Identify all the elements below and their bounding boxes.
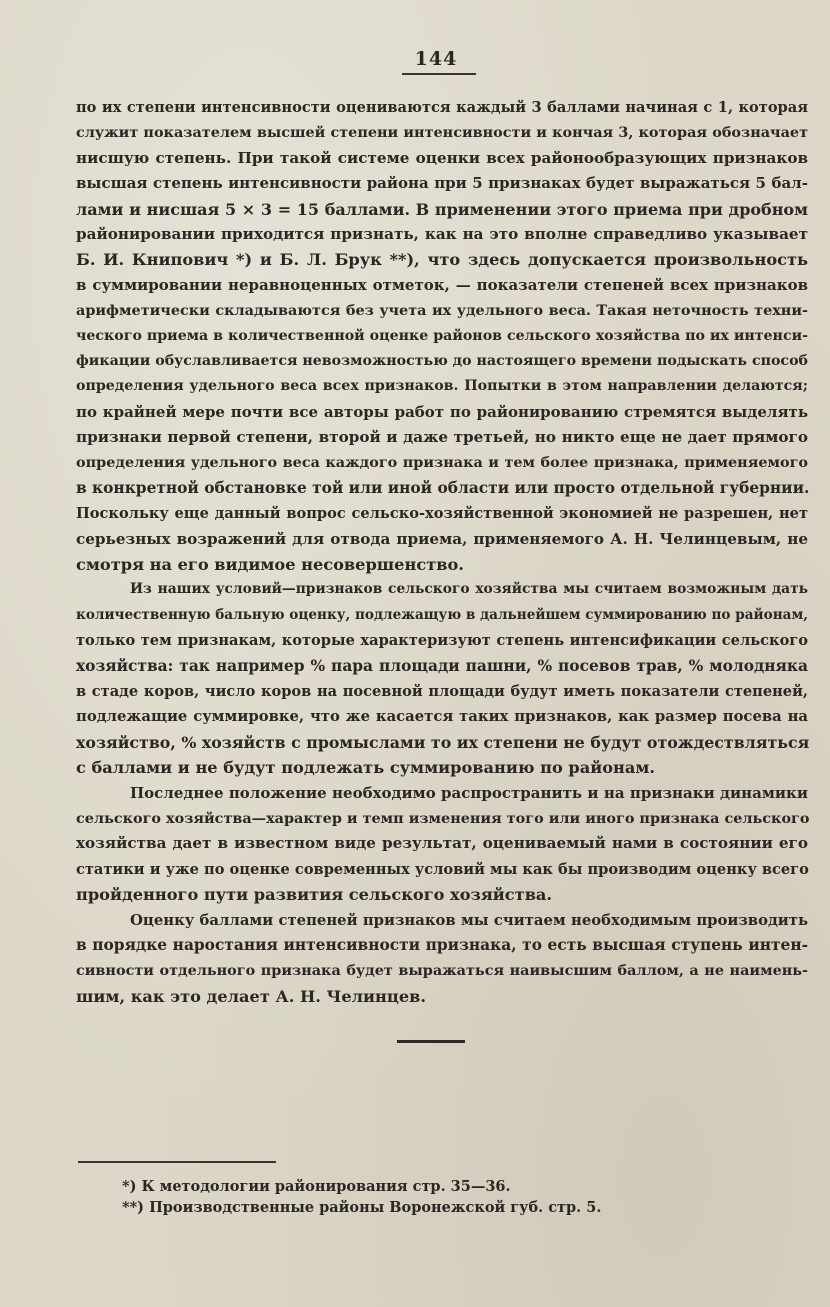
text-line: шим, как это делает А. Н. Челинцев.	[76, 986, 427, 1006]
text-line: по крайней мере почти все авторы работ по районированию стремятся выделять	[76, 402, 808, 421]
text-line: Б. И. Книпович *) и Б. Л. Брук **), что здесь допускается произвольность	[76, 250, 808, 270]
paragraph-2	[76, 577, 808, 780]
text-line: по их степени интенсивности оцениваются каждый 3 баллами начиная с 1, которая	[76, 99, 808, 116]
text-line: определения удельного веса всех признаков. Попытки в этом направлении делаются;	[76, 378, 808, 395]
paragraph-4	[76, 908, 808, 1010]
text-line: высшая степень интенсивности района при 5 признаках будет выражаться 5 бал-	[76, 174, 808, 193]
text-line: хозяйство, % хозяйств с промыслами то их степени не будут отождествляться	[76, 732, 810, 752]
text-line: с баллами и не будут подлежать суммированию по районам.	[76, 758, 656, 778]
text-line: ческого приема в количественной оценке районов сельского хозяйства по их интенси-	[76, 327, 808, 344]
text-line: серьезных возражений для отвода приема, применяемого А. Н. Челинцевым, не	[76, 529, 808, 548]
text-line: Последнее положение необходимо распространить и на признаки динамики	[130, 783, 808, 802]
text-line: количественную бальную оценку, подлежащую в дальнейшем суммированию по районам,	[76, 606, 808, 623]
text-line: смотря на его видимое несовершенство.	[76, 555, 464, 575]
footnote-1: *) К методологии районирования стр. 35—36.	[122, 1178, 511, 1195]
text-line: подлежащие суммировке, что же касается таких признаков, как размер посева на	[76, 708, 808, 726]
text-line: только тем признакам, которые характеризуют степень интенсификации сельского	[76, 632, 808, 650]
text-line: признаки первой степени, второй и даже третьей, но никто еще не дает прямого	[76, 428, 808, 447]
page-number-rule	[402, 73, 476, 75]
text-line: хозяйства дает в известном виде результат, оцениваемый нами в состоянии его	[76, 834, 808, 853]
paragraph-1	[76, 95, 808, 577]
text-line: Поскольку еще данный вопрос сельско-хозяйственной экономией не разрешен, нет	[76, 505, 808, 523]
footnotes	[122, 1176, 722, 1218]
footnote-separator	[78, 1161, 276, 1163]
section-end-rule	[397, 1040, 465, 1043]
text-line: в стаде коров, число коров на посевной площади будут иметь показатели степеней,	[76, 682, 808, 700]
text-line: фикации обуславливается невозможностью до настоящего времени подыскать способ	[76, 352, 808, 369]
text-line: хозяйства: так например % пара площади пашни, % посевов трав, % молодняка	[76, 656, 808, 675]
text-line: определения удельного веса каждого признака и тем более признака, применяемого	[76, 454, 808, 472]
text-line: Из наших условий—признаков сельского хозяйства мы считаем возможным дать	[130, 581, 808, 598]
text-line: пройденного пути развития сельского хозяйства.	[76, 885, 553, 905]
text-line: в порядке наростания интенсивности признака, то есть высшая ступень интен-	[76, 935, 808, 954]
text-line: сивности отдельного признака будет выражаться наивысшим баллом, а не наимень-	[76, 962, 808, 980]
footnote-2: **) Производственные районы Воронежской губ. стр. 5.	[122, 1199, 602, 1216]
text-line: районировании приходится признать, как на это вполне справедливо указывает	[76, 224, 808, 243]
text-line: арифметически складываются без учета их удельного веса. Такая неточность техни-	[76, 302, 808, 320]
text-line: в конкретной обстановке той или иной области или просто отдельной губернии.	[76, 478, 810, 497]
text-line: сельского хозяйства—характер и темп изменения того или иного признака сельского	[76, 809, 810, 827]
text-line: служит показателем высшей степени интенсивности и кончая 3, которая обозначает	[76, 124, 808, 142]
text-line: в суммировании неравноценных отметок, — показатели степеней всех признаков	[76, 275, 808, 294]
body-text	[76, 95, 808, 1009]
text-line: Оценку баллами степеней признаков мы считаем необходимым производить	[130, 911, 808, 929]
text-line: нисшую степень. При такой системе оценки всех районообразующих признаков	[76, 148, 808, 167]
page-number: 144	[414, 48, 458, 70]
text-line: лами и нисшая 5 × 3 = 15 баллами. В применении этого приема при дробном	[76, 199, 808, 219]
paragraph-3	[76, 781, 808, 908]
text-line: статики и уже по оценке современных условий мы как бы производим оценку всего	[76, 860, 809, 878]
